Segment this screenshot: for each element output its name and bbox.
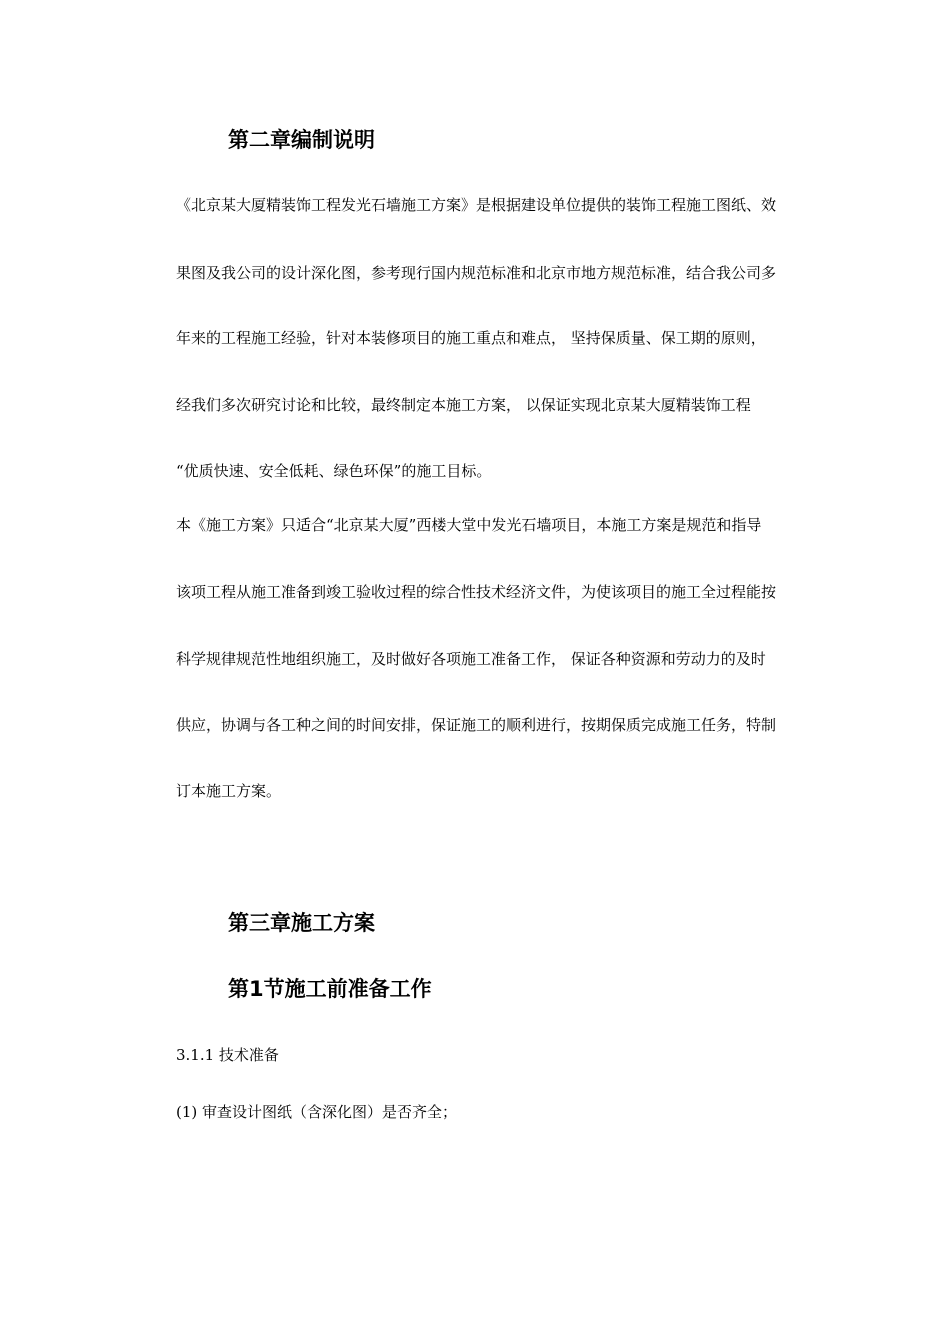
section-1-heading: 第1节施工前准备工作 — [228, 977, 432, 1001]
chapter-2-para-2-line-3: 科学规律规范性地组织施工，及时做好各项施工准备工作， 保证各种资源和劳动力的及时 — [176, 650, 766, 668]
chapter-2-para-1-line-2: 果图及我公司的设计深化图，参考现行国内规范标准和北京市地方规范标准，结合我公司多 — [176, 264, 777, 282]
chapter-2-para-1-line-4: 经我们多次研究讨论和比较，最终制定本施工方案， 以保证实现北京某大厦精装饰工程 — [176, 396, 751, 414]
chapter-2-para-2-line-1: 本《施工方案》只适合“北京某大厦”西楼大堂中发光石墙项目，本施工方案是规范和指导 — [176, 516, 762, 534]
chapter-2-para-1-line-3: 年来的工程施工经验，针对本装修项目的施工重点和难点， 坚持保质量、保工期的原则， — [176, 329, 766, 347]
chapter-2-para-2-line-5: 订本施工方案。 — [176, 782, 282, 800]
chapter-2-para-1-line-5: “优质快速、安全低耗、绿色环保”的施工目标。 — [176, 462, 492, 480]
chapter-2-para-2-line-4: 供应，协调与各工种之间的时间安排，保证施工的顺利进行，按期保质完成施工任务，特制 — [176, 716, 777, 734]
list-item-1: (1) 审查设计图纸（含深化图）是否齐全； — [176, 1103, 458, 1121]
chapter-2-para-1-line-1: 《北京某大厦精装饰工程发光石墙施工方案》是根据建设单位提供的装饰工程施工图纸、效 — [176, 196, 777, 214]
chapter-2-para-2-line-2: 该项工程从施工准备到竣工验收过程的综合性技术经济文件，为使该项目的施工全过程能按 — [176, 583, 777, 601]
subsection-3-1-1-heading: 3.1.1 技术准备 — [176, 1046, 279, 1064]
chapter-3-heading: 第三章施工方案 — [228, 911, 375, 935]
chapter-2-heading: 第二章编制说明 — [228, 128, 375, 152]
